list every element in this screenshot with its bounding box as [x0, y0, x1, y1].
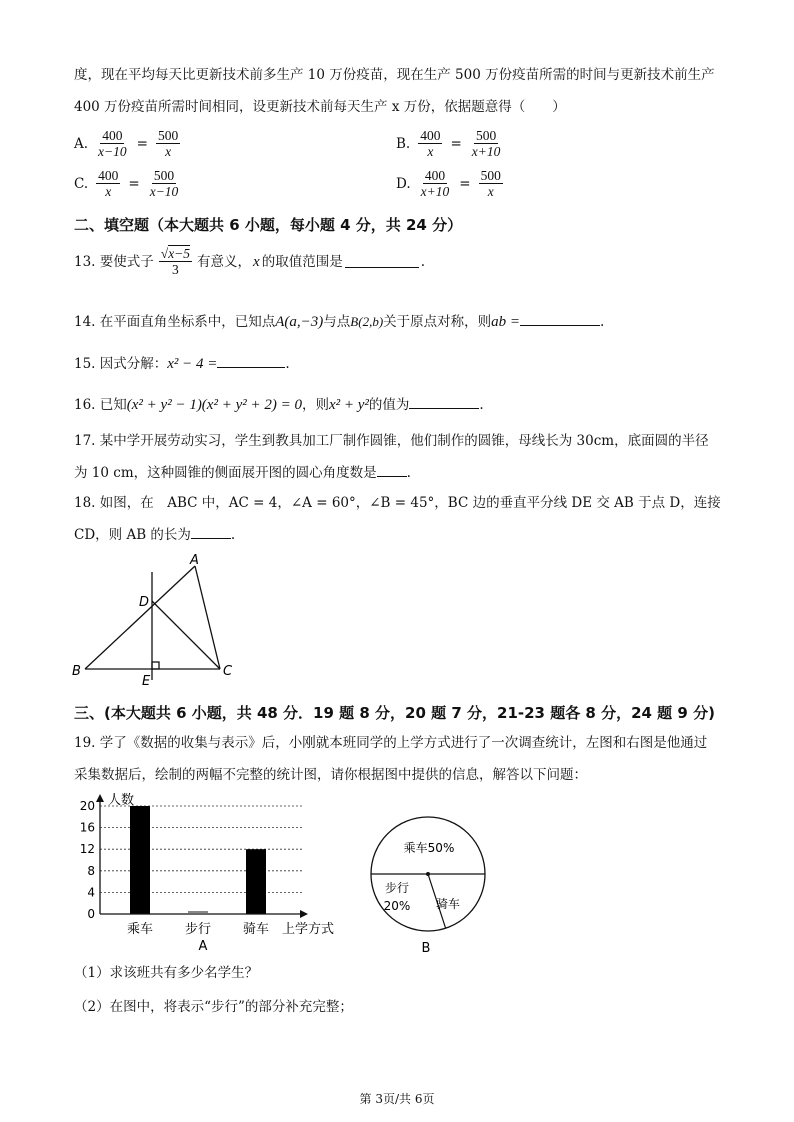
category-label: 骑车 — [242, 922, 270, 937]
y-tick-label: 8 — [87, 863, 95, 878]
bar-2 — [246, 849, 266, 914]
chart-caption-a: A — [198, 939, 208, 954]
y-tick-label: 0 — [87, 907, 95, 921]
right-angle-mark — [152, 662, 159, 669]
segment-ba — [85, 566, 195, 669]
answer-blank[interactable] — [520, 313, 600, 326]
section-3-title: 三、(本大题共 6 小题，共 48 分．19 题 8 分，20 题 7 分，21-23 题各 8 分，24 题 9 分) — [74, 704, 715, 722]
q18-line2: CD，则 AB 的长为 . — [74, 527, 236, 543]
q19-line1: 19. 学了《数据的收集与表示》后，小刚就本班同学的上学方式进行了一次调查统计，左图和右图是他通过 — [74, 735, 708, 751]
pie-label-walk-percent: 20% — [383, 899, 411, 913]
q14: 14. 在平面直角坐标系中，已知点A(a,−3)与点B(2,b)关于原点对称，则ab = . — [74, 314, 605, 330]
label-b: B — [72, 664, 81, 679]
y-axis-label: 人数 — [108, 793, 135, 808]
option-label: B. — [396, 135, 411, 152]
q17-line1: 17. 某中学开展劳动实习，学生到教具加工厂制作圆锥，他们制作的圆锥，母线长为 30cm，底面圆的半径 — [74, 433, 709, 449]
triangle-figure — [60, 552, 250, 692]
fraction-right: $\frac{500}{x}$ — [157, 128, 179, 159]
q16: 16. 已知(x² + y² − 1)(x² + y² + 2) = 0，则x² + y²的值为 . — [74, 397, 484, 413]
x-axis-label: 上学方式 — [282, 922, 335, 937]
y-tick-label: 20 — [79, 799, 95, 813]
label-c: C — [223, 664, 233, 679]
pie-label-ride: 乘车50% — [403, 841, 455, 855]
bar-0 — [130, 806, 150, 914]
fraction-left: $\frac{400}{x-10}$ — [98, 128, 127, 159]
q12-line1: 度，现在平均每天比更新技术前多生产 10 万份疫苗，现在生产 500 万份疫苗所需的时间与更新技术前生产 — [74, 67, 715, 83]
fraction-left: $\frac{400}{x+10}$ — [420, 168, 450, 199]
pie-label-walk: 步行 — [384, 881, 410, 895]
y-tick-label: 16 — [79, 820, 95, 835]
q19-line2: 采集数据后，绘制的两幅不完整的统计图，请你根据图中提供的信息，解答以下问题： — [74, 767, 587, 783]
fraction-left: $\frac{400}{x}$ — [420, 128, 441, 159]
q12-option-a: A. $\frac{400}{x-10}$ = $\frac{500}{x}$ — [74, 128, 179, 159]
fraction-right: $\frac{500}{x}$ — [480, 168, 501, 199]
q12-option-b: B. $\frac{400}{x}$ = $\frac{500}{x+10}$ — [396, 128, 501, 159]
option-label: A. — [74, 135, 89, 152]
segment-dc — [152, 601, 220, 669]
q18-line1: 18. 如图，在 ABC 中，AC = 4，∠A = 60°，∠B = 45°，BC 边的垂直平分线 DE 交 AB 于点 D，连接 — [74, 495, 721, 511]
q12-option-c: C. $\frac{400}{x}$ = $\frac{500}{x-10}$ — [74, 168, 179, 199]
pie-center — [426, 872, 430, 876]
q13: 13. 要使式子 $\frac{√x-5}{3}$ 有意义， x 的取值范围是 . — [74, 246, 426, 277]
x-axis-arrow — [300, 910, 308, 918]
segment-ac — [195, 566, 220, 669]
label-e: E — [142, 674, 151, 689]
y-tick-label: 12 — [79, 842, 95, 857]
chart-caption-b: B — [421, 941, 431, 956]
y-tick-label: 4 — [87, 885, 95, 900]
page-footer: 第 3页/共 6页 — [359, 1092, 435, 1106]
answer-blank[interactable] — [377, 464, 407, 477]
bar-chart — [70, 788, 350, 958]
category-label: 步行 — [184, 922, 212, 937]
q12-line2: 400 万份疫苗所需时间相同，设更新技术前每天生产 x 万份，依据题意得（ ） — [74, 99, 566, 115]
q19-sub1: （1）求该班共有多少名学生？ — [74, 965, 259, 981]
fraction-right: $\frac{500}{x+10}$ — [471, 128, 501, 159]
pie-label-bike: 骑车 — [435, 897, 461, 911]
section-2-title: 二、填空题（本大题共 6 小题，每小题 4 分，共 24 分） — [74, 216, 463, 234]
q15: 15. 因式分解：x² − 4 = . — [74, 356, 290, 372]
q12-option-d: D. $\frac{400}{x+10}$ = $\frac{500}{x}$ — [396, 168, 501, 199]
label-d: D — [139, 595, 150, 610]
answer-blank[interactable] — [345, 255, 419, 268]
fraction-left: $\frac{400}{x}$ — [98, 168, 119, 199]
category-label: 乘车 — [126, 922, 154, 937]
option-label: D. — [396, 175, 411, 192]
answer-blank[interactable] — [409, 396, 479, 409]
answer-blank[interactable] — [217, 355, 285, 368]
pie-chart — [360, 790, 500, 960]
y-axis-arrow — [96, 794, 104, 802]
q19-sub2: （2）在图中，将表示“步行”的部分补充完整； — [74, 999, 353, 1015]
fraction-right: $\frac{500}{x-10}$ — [149, 168, 179, 199]
answer-blank[interactable] — [191, 526, 231, 539]
option-label: C. — [74, 175, 89, 192]
label-a: A — [190, 553, 199, 568]
q17-line2: 为 10 cm，这种圆锥的侧面展开图的圆心角度数是 . — [74, 465, 411, 481]
q13-fraction: $\frac{√x-5}{3}$ — [160, 246, 191, 277]
